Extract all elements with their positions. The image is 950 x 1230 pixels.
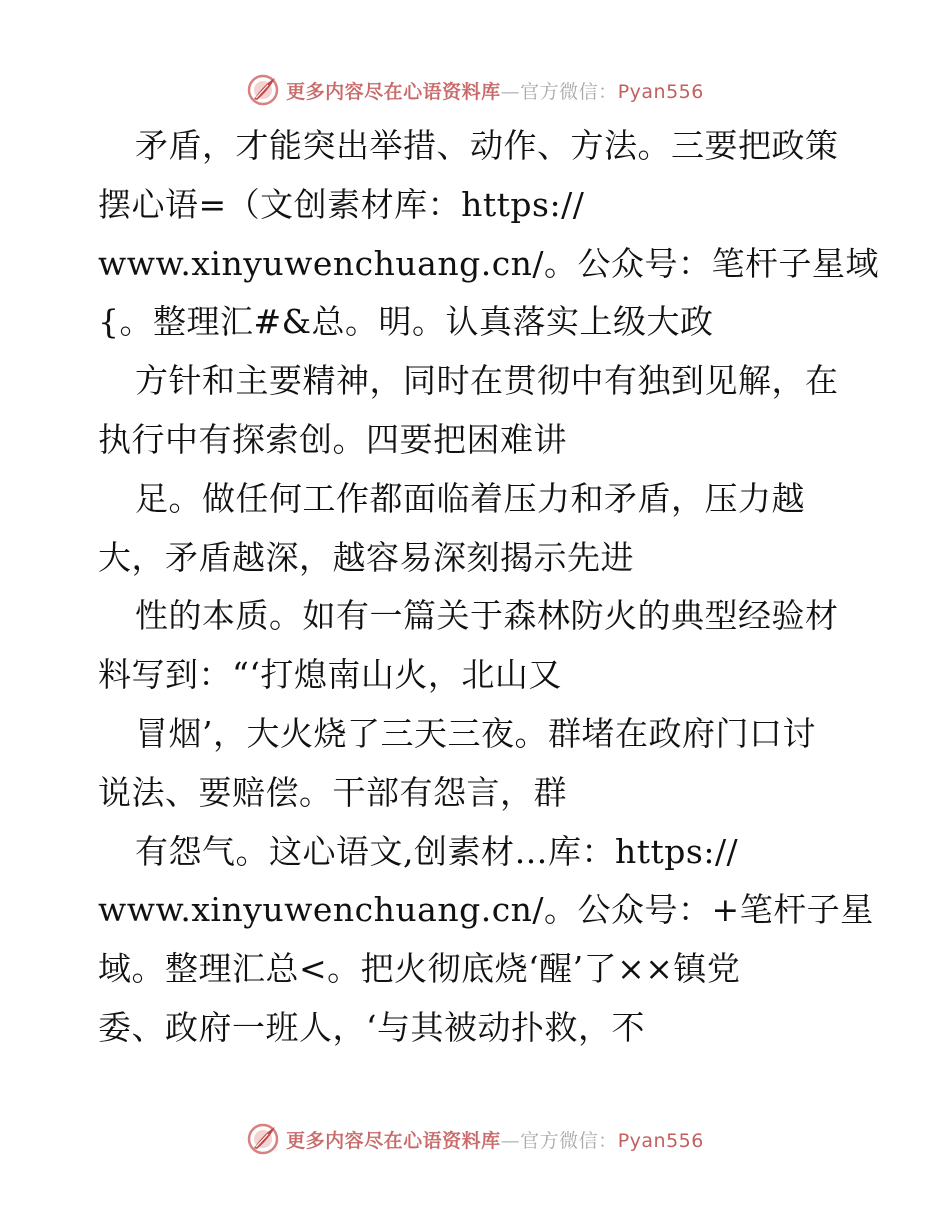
document-body <box>98 126 880 1067</box>
text-line: www.xinyuwenchuang.cn/。公众号：笔杆子星域 <box>98 243 880 283</box>
text-line: 域。整理汇总<。把火彻底烧‘醒’了××镇党 <box>98 949 741 989</box>
footer-brand-text: 更多内容尽在心语资料库 <box>286 1129 501 1152</box>
text-line: 矛盾，才能突出举措、动作、方法。三要把政策 <box>135 126 839 165</box>
text-line: 足。做任何工作都面临着压力和矛盾，压力越 <box>135 478 805 518</box>
footer-official-label: 官方微信： <box>520 1129 618 1152</box>
text-line: 执行中有探索创。四要把困难讲 <box>98 419 567 459</box>
text-line: 说法、要赔偿。干部有怨言，群 <box>98 772 567 812</box>
footer-banner-text <box>286 1126 704 1153</box>
text-line: 性的本质。如有一篇关于森林防火的典型经验材 <box>135 596 839 636</box>
header-banner-text <box>286 77 704 104</box>
feather-quill-logo-icon <box>246 1122 280 1156</box>
footer-separator: — <box>500 1129 521 1152</box>
text-line: 委、政府一班人，‘与其被动扑救，不 <box>98 1007 645 1047</box>
text-line: 方针和主要精神，同时在贯彻中有独到见解，在 <box>135 361 839 401</box>
text-line: 摆心语=（文创素材库：https:// <box>98 184 585 224</box>
footer-wechat-id: Pyan556 <box>617 1129 704 1152</box>
header-brand-text: 更多内容尽在心语资料库 <box>286 80 501 103</box>
header-separator: — <box>500 80 521 103</box>
header-official-label: 官方微信： <box>520 80 618 103</box>
text-line: 大，矛盾越深，越容易深刻揭示先进 <box>98 537 634 577</box>
text-line: 有怨气。这心语文,创素材…库：https:// <box>135 831 739 871</box>
text-line: www.xinyuwenchuang.cn/。公众号：+笔杆子星 <box>98 890 874 930</box>
footer-banner <box>0 1119 950 1159</box>
header-banner <box>0 70 950 110</box>
text-line: 冒烟’，大火烧了三天三夜。群堵在政府门口讨 <box>135 713 816 753</box>
text-line: 料写到：“‘打熄南山火，北山又 <box>98 655 562 695</box>
text-line: {。整理汇#&总。明。认真落实上级大政 <box>98 302 714 342</box>
feather-quill-logo-icon <box>246 73 280 107</box>
header-wechat-id: Pyan556 <box>617 80 704 103</box>
